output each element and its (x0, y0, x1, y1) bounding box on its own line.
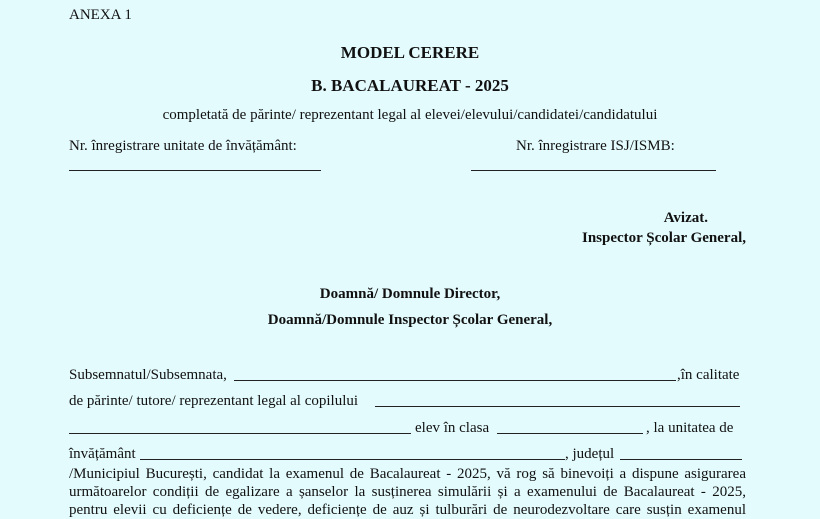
county-label: , județul (565, 446, 615, 462)
class-field[interactable] (497, 433, 643, 434)
body-line-2: următoarelor condiții de egalizare a șanselor la susținerea simulării și a examenului de Bacalaureat - 2025, (69, 484, 746, 500)
body-line-3: pentru elevii cu deficiențe de vedere, deficiențe de auz și tulburări de neurodezvoltare care susțin examenul (69, 502, 746, 518)
approval-line1: Avizat. (663, 210, 708, 226)
reg-unit-field[interactable] (69, 170, 321, 171)
completed-by-note: completată de părinte/ reprezentant legal al elevei/elevului/candidatei/candidatului (162, 107, 658, 123)
document-subtitle: B. BACALAUREAT - 2025 (311, 76, 509, 95)
approval-line2: Inspector Școlar General, (581, 230, 746, 246)
class-label: elev în clasa (415, 420, 490, 436)
salutation-director: Doamnă/ Domnule Director, (319, 286, 501, 302)
document-title: MODEL CERERE (340, 43, 480, 62)
salutation-inspector: Doamnă/Domnule Inspector Școlar General, (267, 312, 553, 328)
school-label: învățământ (69, 446, 136, 462)
child-name-field[interactable] (375, 406, 740, 407)
body-line-1: /Municipiul București, candidat la examenul de Bacalaureat - 2025, vă rog să binevoiți a dispune asigurarea (69, 466, 746, 482)
county-field[interactable] (620, 459, 742, 460)
school-field[interactable] (140, 459, 565, 460)
reg-isj-field[interactable] (471, 170, 716, 171)
as-label: ,în calitate (677, 367, 740, 383)
unit-label: , la unitatea de (646, 420, 734, 436)
undersigned-name-field[interactable] (234, 380, 676, 381)
reg-unit-label: Nr. înregistrare unitate de învățământ: (69, 138, 297, 154)
parent-label: de părinte/ tutore/ reprezentant legal al copilului (69, 393, 359, 409)
undersigned-label: Subsemnatul/Subsemnata, (69, 367, 227, 383)
child-name-continued-field[interactable] (69, 433, 411, 434)
reg-isj-label: Nr. înregistrare ISJ/ISMB: (516, 138, 675, 154)
annex-label: ANEXA 1 (69, 7, 132, 23)
